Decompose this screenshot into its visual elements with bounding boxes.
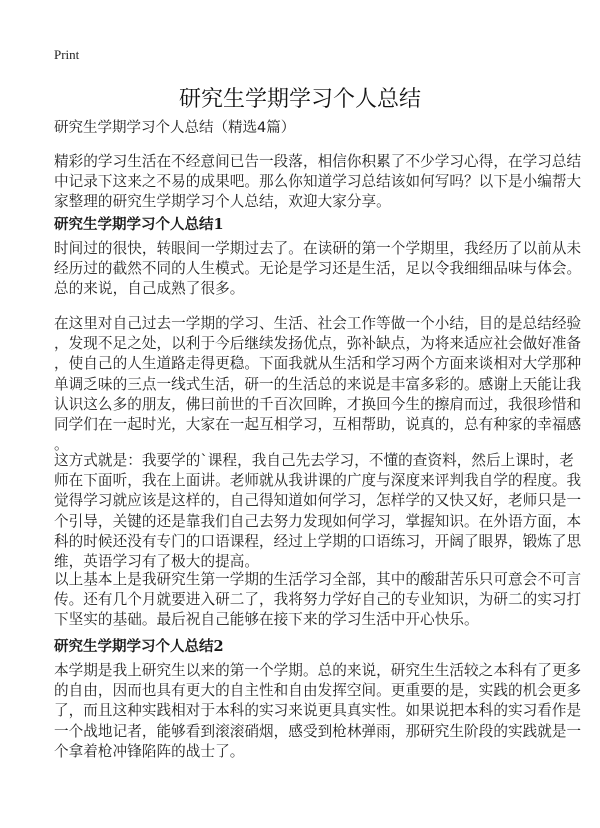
- paragraph-line: 家整理的研究生学期学习个人总结，欢迎大家分享。: [54, 193, 391, 211]
- print-link[interactable]: Print: [54, 47, 80, 62]
- paragraph-line: 了，而且这种实践相对于本科的实习来说更具真实性。如果说把本科的实习看作是: [54, 702, 582, 720]
- paragraph-line: 师在下面听，我在上面讲。老师就从我讲课的广度与深度来评判我自学的程度。我: [54, 472, 582, 490]
- paragraph-line: 觉得学习就应该是这样的，自己得知道如何学习，怎样学的又快又好，老师只是一: [54, 492, 582, 510]
- paragraph-line: 个引导，关键的还是靠我们自己去努力发现如何学习，掌握知识。在外语方面，本: [54, 512, 582, 530]
- paragraph-line: 总的来说，自己成熟了很多。: [54, 280, 245, 298]
- paragraph: [54, 239, 582, 300]
- paragraph-line: 时间过的很快，转眼间一学期过去了。在读研的第一个学期里，我经历了以前从未: [54, 240, 582, 257]
- paragraph-line: 单调乏味的三点一线式生活，研一的生活总的来说是丰富多彩的。感谢上天能让我: [54, 375, 582, 393]
- paragraph: [54, 570, 582, 631]
- paragraph: [54, 314, 582, 455]
- paragraph-line: 以上基本上是我研究生第一学期的生活学习全部，其中的酸甜苦乐只可意会不可言: [54, 571, 582, 588]
- paragraph-line: 经历过的截然不同的人生模式。无论是学习还是生活，足以令我细细品味与体会。: [54, 260, 582, 278]
- paragraph-line: ，使自己的人生道路走得更稳。下面我就从生活和学习两个方面来谈相对大学那种: [54, 355, 582, 373]
- section-heading: 研究生学期学习个人总结2: [54, 638, 224, 655]
- paragraph-line: 的自由，因而也具有更大的自主性和自由发挥空间。更重要的是，实践的机会更多: [54, 682, 582, 700]
- paragraph-line: 认识这么多的朋友，佛曰前世的千百次回眸，才换回今生的擦肩而过，我很珍惜和: [54, 395, 582, 413]
- document-subtitle: 研究生学期学习个人总结（精选4篇）: [54, 120, 296, 136]
- paragraph-line: 科的时候还没有专门的口语课程，经过上学期的口语练习，开阔了眼界，锻炼了思: [54, 532, 582, 550]
- paragraph-line: ，发现不足之处，以利于今后继续发扬优点，弥补缺点，为将来适应社会做好准备: [54, 335, 582, 353]
- paragraph-line: 这方式就是：我要学的`课程，我自己先去学习，不懂的查资料，然后上课时，老: [54, 452, 574, 469]
- paragraph: [54, 451, 582, 572]
- paragraph: [54, 661, 582, 762]
- page-title: 研究生学期学习个人总结: [178, 87, 421, 112]
- paragraph-line: 一个战地记者，能够看到滚滚硝烟，感受到枪林弹雨，那研究生阶段的实践就是一: [54, 722, 582, 740]
- paragraph-line: 本学期是我上研究生以来的第一个学期。总的来说，研究生生活较之本科有了更多: [54, 662, 582, 679]
- section-heading: 研究生学期学习个人总结1: [54, 216, 224, 233]
- paragraph-line: 中记录下这来之不易的成果吧。那么你知道学习总结该如何写吗？以下是小编帮大: [54, 173, 582, 191]
- paragraph-line: 精彩的学习生活在不经意间已告一段落，相信你积累了不少学习心得，在学习总结: [54, 153, 582, 170]
- paragraph-line: 同学们在一起时光，大家在一起互相学习，互相帮助，说真的，总有种家的幸福感: [54, 415, 582, 433]
- paragraph-line: 传。还有几个月就要进入研二了，我将努力学好自己的专业知识，为研二的实习打: [54, 591, 582, 609]
- paragraph: [54, 152, 582, 213]
- paragraph-line: 下坚实的基础。最后祝自己能够在接下来的学习生活中开心快乐。: [54, 611, 479, 629]
- paragraph-line: 。: [54, 436, 69, 454]
- paragraph-line: 个拿着枪冲锋陷阵的战士了。: [54, 742, 245, 760]
- paragraph-line: 维，英语学习有了极大的提高。: [54, 552, 260, 570]
- paragraph-line: 在这里对自己过去一学期的学习、生活、社会工作等做一个小结，目的是总结经验: [54, 315, 582, 332]
